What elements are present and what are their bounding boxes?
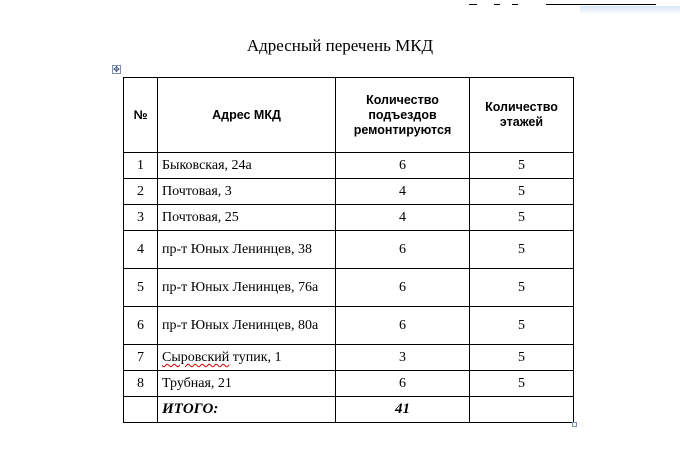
header-entrances: Количество подъездов ремонтируются (336, 78, 470, 153)
cell-floors: 5 (470, 153, 574, 179)
cell-num: 3 (124, 205, 158, 231)
spellcheck-word[interactable]: Сыровский (162, 350, 230, 365)
cell-empty (124, 397, 158, 423)
cell-floors: 5 (470, 205, 574, 231)
cell-floors: 5 (470, 307, 574, 345)
cell-num: 6 (124, 307, 158, 345)
cell-floors: 5 (470, 179, 574, 205)
cell-num: 5 (124, 269, 158, 307)
cell-num: 7 (124, 345, 158, 371)
header-floors: Количество этажей (470, 78, 574, 153)
table-row (124, 307, 574, 345)
table-resize-handle-icon[interactable] (572, 422, 577, 427)
cell-floors: 5 (470, 231, 574, 269)
cell-entrances: 6 (336, 269, 470, 307)
cell-floors: 5 (470, 269, 574, 307)
table-move-handle-icon[interactable]: ✥ (113, 65, 120, 74)
cell-num: 4 (124, 231, 158, 269)
cell-entrances: 6 (336, 307, 470, 345)
address-table (123, 77, 574, 423)
cell-floors: 5 (470, 345, 574, 371)
table-row (124, 231, 574, 269)
cell-address: пр-т Юных Ленинцев, 80а (158, 307, 336, 345)
table-row (124, 269, 574, 307)
table-row (124, 179, 574, 205)
table-row (124, 345, 574, 371)
cell-entrances: 6 (336, 231, 470, 269)
cell-entrances: 4 (336, 179, 470, 205)
cell-address: Почтовая, 25 (158, 205, 336, 231)
document-title: Адресный перечень МКД (246, 36, 434, 55)
cell-floors: 5 (470, 371, 574, 397)
cell-entrances: 4 (336, 205, 470, 231)
table-total-row (124, 397, 574, 423)
cell-num: 2 (124, 179, 158, 205)
total-value: 41 (336, 397, 470, 423)
cell-address: Трубная, 21 (158, 371, 336, 397)
address-rest: тупик, 1 (229, 350, 282, 365)
cell-address: Быковская, 24а (158, 153, 336, 179)
header-num: № (124, 78, 158, 153)
cell-empty (470, 397, 574, 423)
cell-entrances: 6 (336, 153, 470, 179)
table-row (124, 205, 574, 231)
table-row (124, 153, 574, 179)
table-row (124, 371, 574, 397)
document-top-fragment (0, 0, 680, 12)
cell-address (158, 345, 336, 371)
cell-entrances: 6 (336, 371, 470, 397)
cell-entrances: 3 (336, 345, 470, 371)
cell-num: 8 (124, 371, 158, 397)
total-label: ИТОГО: (158, 397, 336, 423)
header-address: Адрес МКД (158, 78, 336, 153)
cell-address: пр-т Юных Ленинцев, 76а (158, 269, 336, 307)
cell-num: 1 (124, 153, 158, 179)
cell-address: пр-т Юных Ленинцев, 38 (158, 231, 336, 269)
cell-address: Почтовая, 3 (158, 179, 336, 205)
table-header-row (124, 78, 574, 153)
